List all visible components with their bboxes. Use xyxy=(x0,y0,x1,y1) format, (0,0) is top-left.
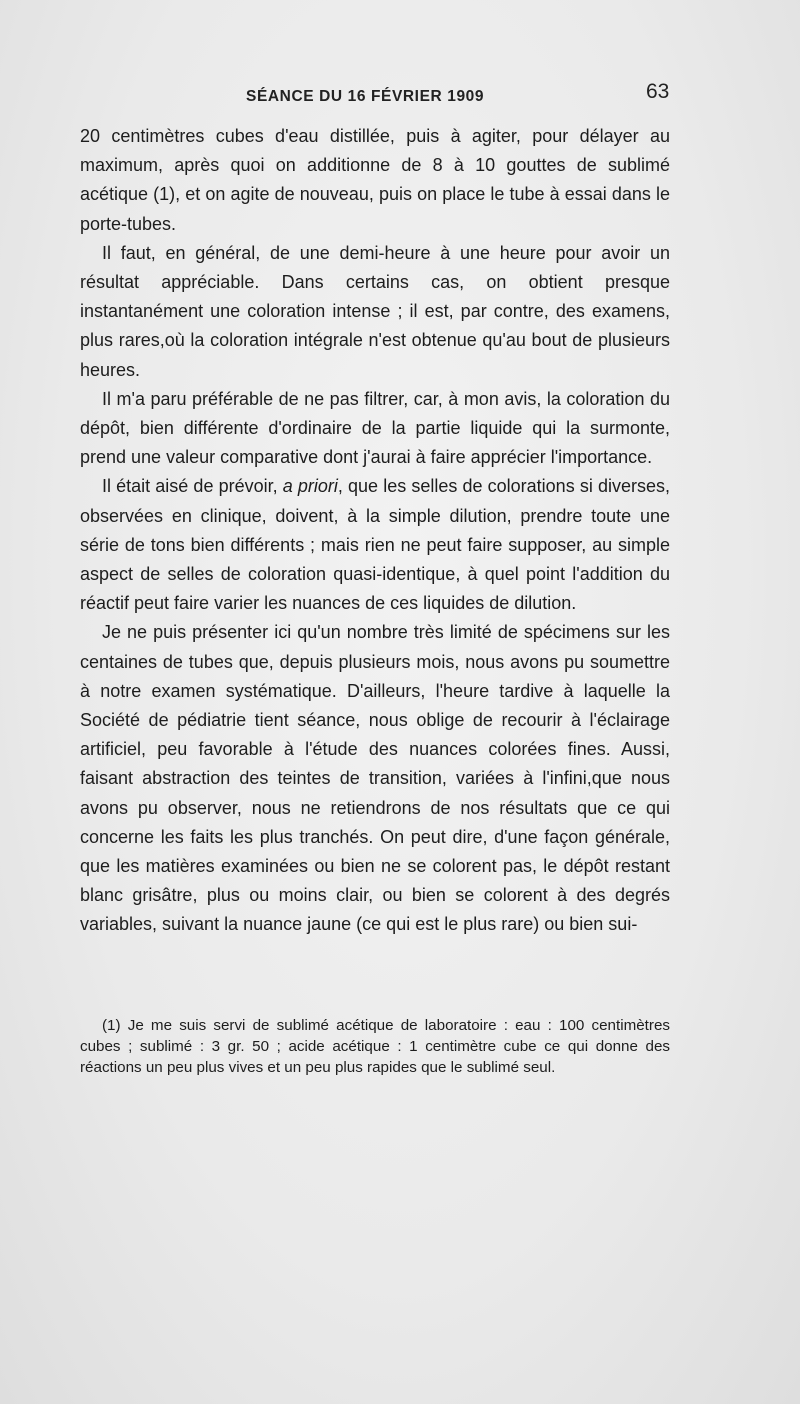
running-head: SÉANCE DU 16 FÉVRIER 1909 xyxy=(246,88,485,105)
paragraph-4-start: Il était aisé de prévoir, xyxy=(102,476,283,497)
footnote xyxy=(80,1015,670,1078)
paragraph-5: Je ne puis présenter ici qu'un nombre très limité de spécimens sur les centaines de tubes que, depuis plusieurs mois, nous avons pu soumettre à notre examen systématique. D'ailleurs, l'heure tardive à laquelle la Société de pédiatrie tient séance, nous oblige de recourir à l'éclairage artificiel, peu favorable à l'étude des nuances colorées fines. Aussi, faisant abstraction des teintes de transition, variées à l'infini,que nous avons pu observer, nous ne retiendrons de nos résultats que ce qui concerne les faits les plus tranchés. On peut dire, d'une façon générale, que les matières examinées ou bien ne se colorent pas, le dépôt restant blanc grisâtre, plus ou moins clair, ou bien se colorent à des degrés variables, suivant la nuance jaune (ce qui est le plus rare) ou bien sui- xyxy=(80,622,670,935)
paragraph-2: Il faut, en général, de une demi-heure à une heure pour avoir un résultat appréciable. Dans certains cas, on obtient presque instantanément une coloration intense ; il est, par contre, des examens, plus rares,où la coloration intégrale n'est obtenue qu'au bout de plusieurs heures. xyxy=(80,242,670,380)
paragraph-4 xyxy=(80,472,670,618)
paragraph-4-italic: a priori xyxy=(282,476,338,497)
paragraph-1: 20 centimètres cubes d'eau distillée, puis à agiter, pour délayer au maximum, après quoi on additionne de 8 à 10 gouttes de sublimé acétique (1), et on agite de nouveau, puis on place le tube à essai dans le porte-tubes. xyxy=(80,126,670,234)
body-text xyxy=(80,122,670,940)
page-number: 63 xyxy=(646,80,670,103)
paragraph-3: Il m'a paru préférable de ne pas filtrer, car, à mon avis, la coloration du dépôt, bien différente d'ordinaire de la partie liquide qui la surmonte, prend une valeur comparative dont j'aurai à faire apprécier l'importance. xyxy=(80,388,670,468)
footnote-text: (1) Je me suis servi de sublimé acétique de laboratoire : eau : 100 centimètres cubes ; sublimé : 3 gr. 50 ; acide acétique : 1 centimètre cube ce qui donne des réactions un peu plus vives et un peu plus rapides que le sublimé seul. xyxy=(80,1017,670,1076)
page-header xyxy=(80,80,680,116)
paragraph-4-end: , que les selles de colorations si diverses, observées en clinique, doivent, à la simple dilution, prendre toute une série de tons bien différents ; mais rien ne peut faire supposer, au simple aspect de selles de coloration quasi-identique, à quel point l'addition du réactif peut faire varier les nuances de ces liquides de dilution. xyxy=(80,476,670,614)
